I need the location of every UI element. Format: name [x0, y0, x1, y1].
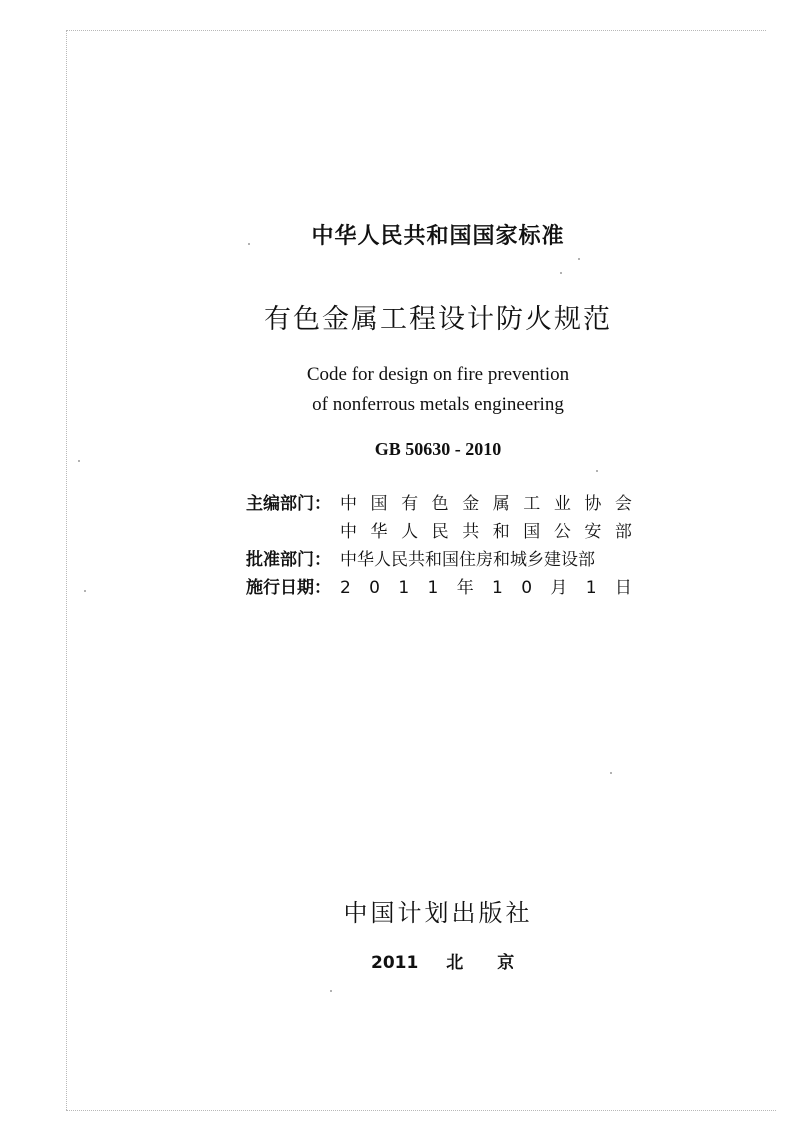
standard-label: 中华人民共和国国家标准 [311, 224, 565, 249]
title-english-line: of nonferrous metals engineering [312, 394, 564, 415]
effective-date-label: 施行日期： [246, 578, 331, 598]
title-chinese: 有色金属工程设计防火规范 [264, 304, 612, 335]
standard-code: GB 50630 - 2010 [374, 439, 502, 459]
scan-border-left [66, 30, 67, 1110]
publisher-name: 中国计划出版社 [343, 899, 533, 927]
editor-label: 主编部门： [246, 494, 331, 514]
title-english [0, 360, 792, 420]
scan-speck [78, 460, 80, 462]
editor-value-1: 中 国 有 色 金 属 工 业 协 会 [340, 494, 632, 514]
publication-year: 2011 [371, 953, 419, 973]
approver-label: 批准部门： [246, 550, 331, 570]
scan-speck [84, 590, 86, 592]
effective-date-row [246, 574, 646, 602]
scan-speck [610, 772, 612, 774]
title-english-line: Code for design on fire prevention [306, 364, 570, 385]
approver-row [246, 546, 646, 574]
scan-speck [330, 990, 332, 992]
editor-value-2: 中 华 人 民 共 和 国 公 安 部 [340, 522, 632, 542]
scan-border-top [66, 30, 766, 31]
editor-row-2 [246, 518, 646, 546]
editor-row [246, 490, 646, 518]
editor-label-spacer [246, 518, 340, 546]
scan-border-bottom [66, 1110, 776, 1111]
effective-date-value: 2 0 1 1 年 1 0 月 1 日 [340, 578, 632, 598]
scan-speck [578, 258, 580, 260]
scan-speck [596, 470, 598, 472]
info-block [246, 490, 646, 602]
approver-value: 中华人民共和国住房和城乡建设部 [340, 550, 595, 570]
scan-speck [560, 272, 562, 274]
publication-city: 北京 [446, 953, 549, 973]
publication-year-city [371, 948, 548, 973]
